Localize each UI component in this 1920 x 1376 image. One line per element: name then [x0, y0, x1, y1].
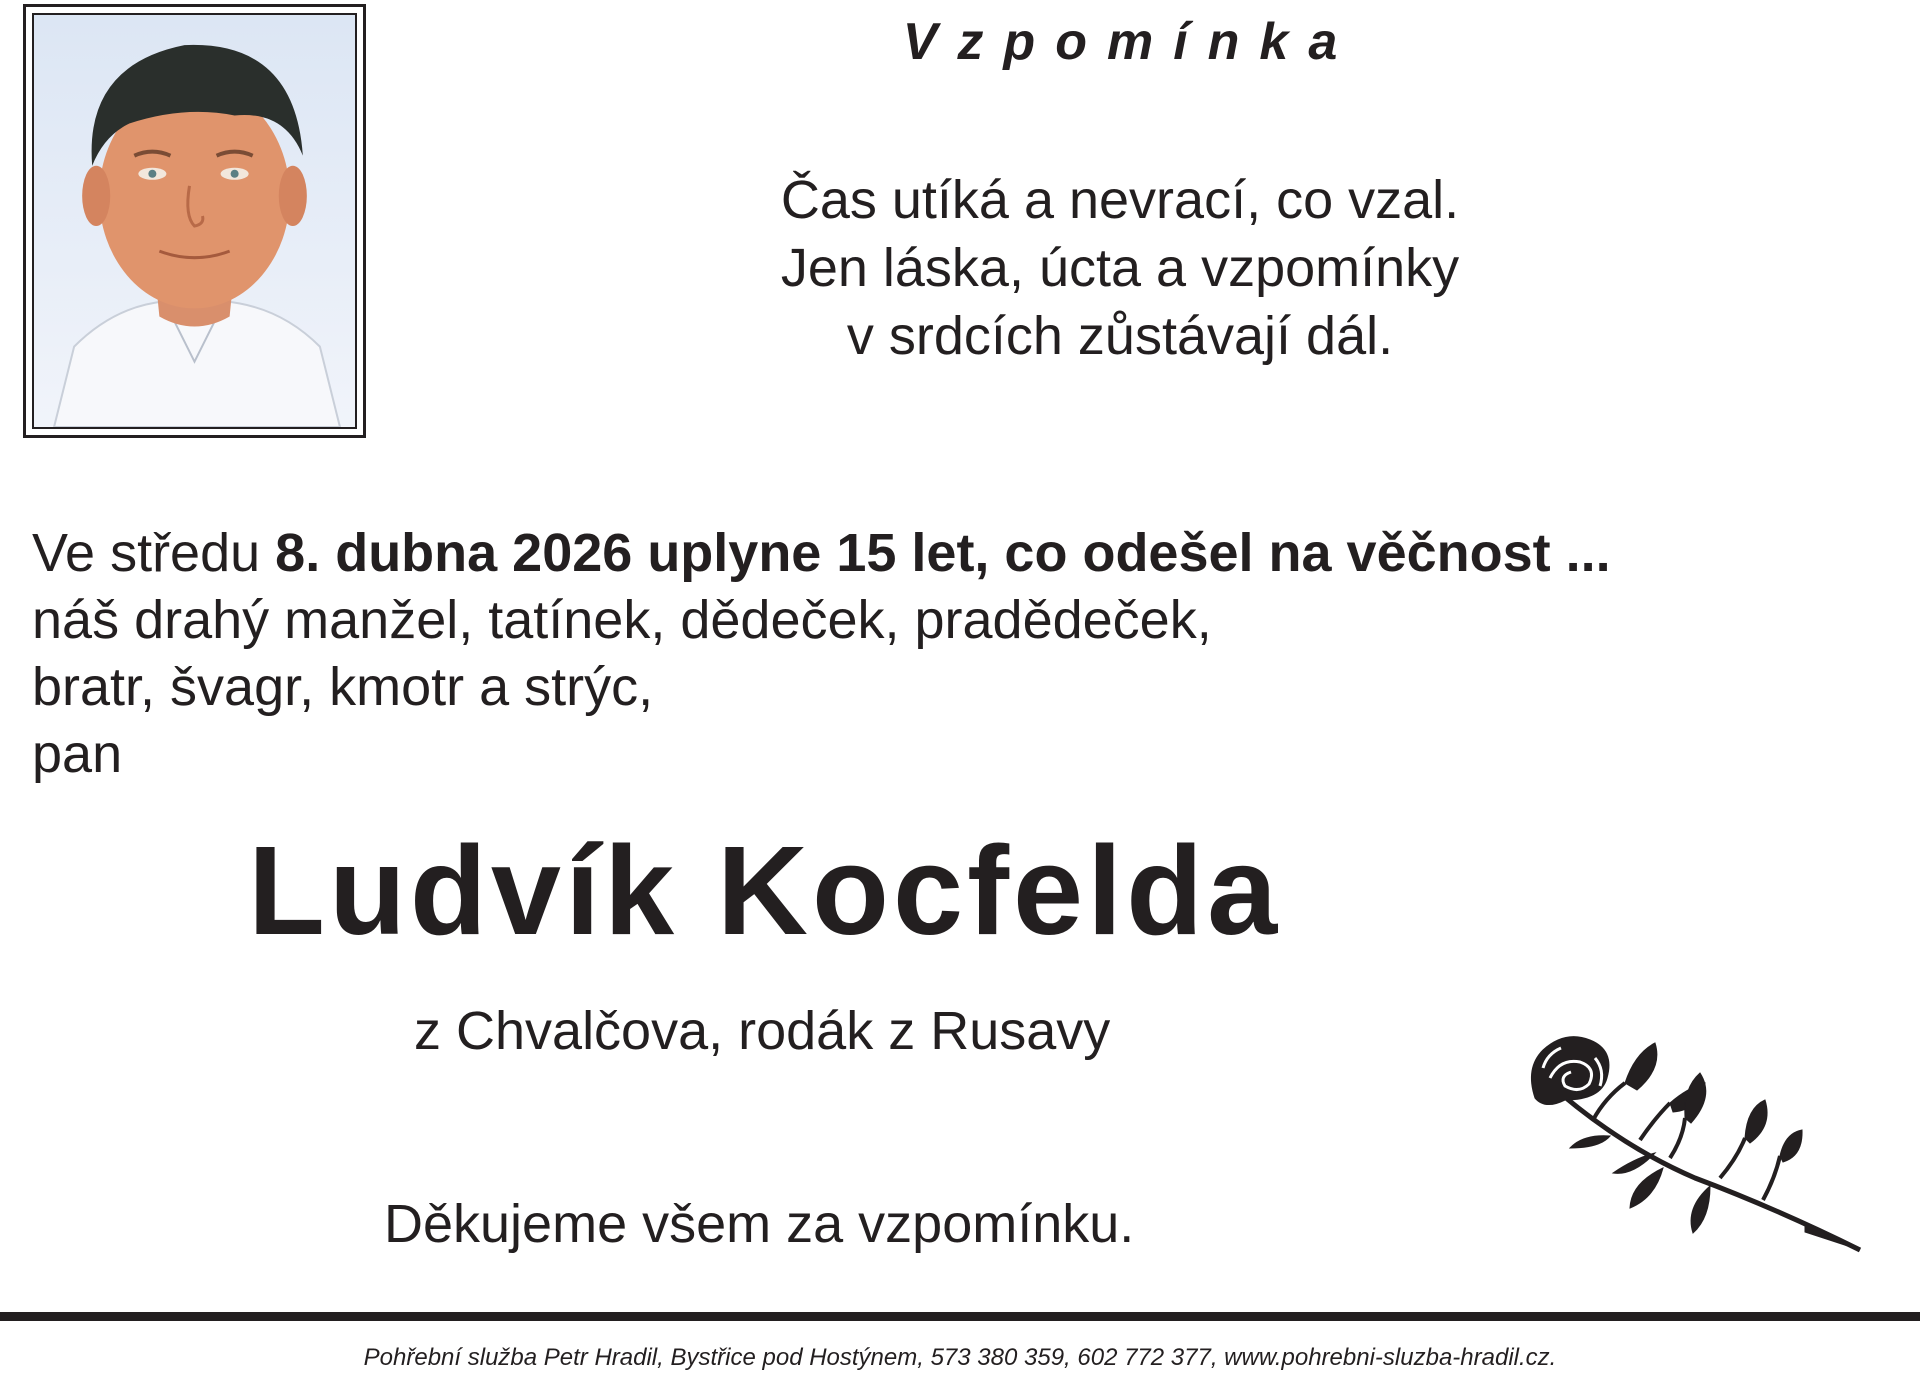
verse-line: Jen láska, úcta a vzpomínky [780, 238, 1460, 298]
origin-text: z Chvalčova, rodák z Rusavy [414, 1001, 1111, 1061]
deceased-name: Ludvík Kocfelda [248, 820, 1282, 961]
portrait-photo [32, 13, 357, 429]
verse-line: v srdcích zůstávají dál. [846, 306, 1394, 366]
portrait-frame [23, 4, 366, 438]
heading: Vzpomínka [902, 13, 1358, 71]
announcement-date: 8. dubna 2026 uplyne 15 let, co odešel na věčnost ... [275, 523, 1611, 583]
announcement-first-line [32, 520, 1892, 587]
footer-contact: Pohřební služba Petr Hradil, Bystřice pod Hostýnem, 573 380 359, 602 772 377, www.pohrebni-sluzba-hradil.cz. [363, 1344, 1557, 1371]
announcement-line: náš drahý manžel, tatínek, dědeček, pradědeček, [32, 590, 1212, 650]
rose-icon [1505, 1028, 1865, 1258]
portrait-illustration [34, 15, 355, 427]
thanks-text: Děkujeme všem za vzpomínku. [384, 1194, 1135, 1254]
verse [580, 166, 1660, 370]
announcement-line: pan [32, 724, 123, 784]
announcement [32, 520, 1892, 788]
announcement-line: bratr, švagr, kmotr a strýc, [32, 657, 654, 717]
announcement-intro: Ve středu [32, 523, 276, 583]
footer-divider [0, 1312, 1920, 1321]
verse-line: Čas utíká a nevrací, co vzal. [780, 170, 1460, 230]
